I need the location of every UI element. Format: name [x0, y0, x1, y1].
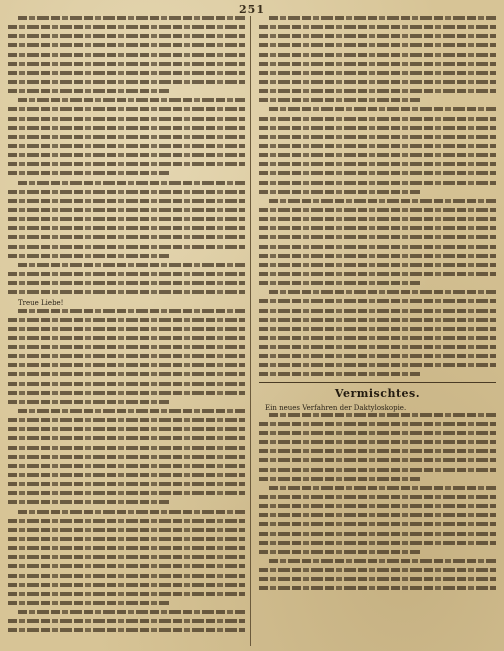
text-line	[18, 610, 245, 614]
text-line	[8, 117, 245, 121]
text-line	[259, 477, 420, 481]
page-number: 251	[239, 3, 265, 16]
text-line	[259, 577, 496, 581]
text-line	[8, 25, 245, 29]
text-line	[8, 290, 245, 294]
text-line	[18, 263, 245, 267]
text-line	[8, 162, 245, 166]
text-line	[259, 431, 496, 435]
text-line	[259, 71, 496, 75]
text-line	[8, 89, 169, 93]
text-line	[259, 550, 420, 554]
text-line	[8, 519, 245, 523]
text-line	[259, 98, 420, 102]
text-line	[259, 299, 496, 303]
text-line	[8, 62, 245, 66]
text-line	[269, 290, 496, 294]
right-body-text-miscellany	[259, 413, 496, 591]
text-line	[259, 245, 496, 249]
left-body-text-bottom	[8, 309, 245, 633]
text-line	[259, 34, 496, 38]
text-line	[8, 546, 245, 550]
text-line	[259, 522, 496, 526]
text-line	[8, 245, 245, 249]
text-line	[269, 559, 496, 563]
text-line	[259, 53, 496, 57]
text-line	[8, 455, 245, 459]
text-line	[8, 126, 245, 130]
text-line	[8, 217, 245, 221]
text-line	[8, 43, 245, 47]
text-line	[8, 592, 245, 596]
text-line	[8, 208, 245, 212]
text-line	[8, 601, 169, 605]
text-line	[259, 327, 496, 331]
text-line	[259, 25, 496, 29]
text-line	[8, 254, 169, 258]
text-line	[8, 226, 245, 230]
text-line	[8, 281, 245, 285]
text-line	[259, 440, 496, 444]
text-line	[259, 235, 496, 239]
text-line	[259, 363, 496, 367]
text-line	[8, 345, 245, 349]
text-line	[8, 318, 245, 322]
text-line	[269, 107, 496, 111]
text-line	[259, 171, 496, 175]
text-line	[8, 34, 245, 38]
text-line	[259, 449, 496, 453]
text-line	[8, 427, 245, 431]
text-line	[8, 327, 245, 331]
left-column-fragment: Treue Liebe!	[18, 299, 64, 308]
text-line	[8, 382, 245, 386]
text-line	[8, 464, 245, 468]
text-line	[8, 418, 245, 422]
text-line	[8, 80, 245, 84]
text-line	[8, 199, 245, 203]
text-line	[8, 537, 245, 541]
text-line	[18, 16, 245, 20]
text-line	[18, 409, 245, 413]
text-line	[8, 619, 245, 623]
text-line	[269, 16, 496, 20]
column-divider	[250, 16, 251, 646]
section-divider	[259, 382, 496, 383]
text-line	[259, 62, 496, 66]
text-line	[259, 117, 496, 121]
text-line	[18, 98, 245, 102]
text-line	[259, 181, 496, 185]
text-line	[259, 458, 496, 462]
text-line	[8, 153, 245, 157]
text-line	[259, 513, 496, 517]
text-line	[8, 53, 245, 57]
text-line	[259, 126, 496, 130]
text-line	[8, 500, 169, 504]
text-line	[8, 363, 245, 367]
left-column	[8, 16, 245, 638]
text-line	[8, 555, 245, 559]
text-line	[18, 309, 245, 313]
text-line	[8, 372, 245, 376]
text-line	[259, 354, 496, 358]
text-line	[259, 468, 496, 472]
text-line	[259, 226, 496, 230]
text-line	[259, 532, 496, 536]
text-line	[259, 372, 420, 376]
text-line	[259, 281, 420, 285]
text-line	[259, 504, 496, 508]
text-line	[259, 208, 496, 212]
text-line	[259, 272, 496, 276]
text-line	[8, 446, 245, 450]
text-line	[8, 482, 245, 486]
text-line	[8, 583, 245, 587]
text-line	[269, 413, 496, 417]
text-line	[259, 153, 496, 157]
text-line	[259, 135, 496, 139]
text-line	[8, 528, 245, 532]
text-line	[259, 336, 496, 340]
text-line	[8, 391, 245, 395]
text-line	[8, 144, 245, 148]
text-line	[8, 400, 169, 404]
text-line	[8, 473, 245, 477]
text-line	[259, 217, 496, 221]
text-line	[259, 254, 496, 258]
right-column	[259, 16, 496, 596]
text-line	[259, 43, 496, 47]
text-line	[259, 422, 496, 426]
text-line	[259, 89, 496, 93]
text-line	[269, 199, 496, 203]
text-line	[259, 495, 496, 499]
left-body-text-top	[8, 16, 245, 294]
text-line	[18, 181, 245, 185]
text-line	[8, 135, 245, 139]
right-column-fragment: Ein neues Verfahren der Daktyloskopie.	[265, 403, 407, 412]
text-line	[259, 586, 496, 590]
text-line	[8, 436, 245, 440]
text-line	[8, 71, 245, 75]
text-line	[18, 510, 245, 514]
text-line	[8, 190, 245, 194]
text-line	[8, 564, 245, 568]
text-line	[8, 574, 245, 578]
text-line	[259, 345, 496, 349]
text-line	[8, 171, 169, 175]
text-line	[259, 263, 496, 267]
text-line	[269, 486, 496, 490]
text-line	[8, 354, 245, 358]
right-body-text-story	[259, 16, 496, 376]
section-heading: Vermischtes.	[334, 386, 421, 400]
text-line	[259, 318, 496, 322]
text-line	[8, 107, 245, 111]
text-line	[259, 190, 420, 194]
text-line	[259, 80, 496, 84]
text-line	[8, 628, 245, 632]
text-line	[8, 336, 245, 340]
text-line	[259, 162, 496, 166]
text-line	[259, 541, 496, 545]
text-line	[8, 272, 245, 276]
text-line	[8, 235, 245, 239]
text-line	[259, 309, 496, 313]
text-line	[259, 568, 496, 572]
text-line	[259, 144, 496, 148]
text-line	[8, 491, 245, 495]
